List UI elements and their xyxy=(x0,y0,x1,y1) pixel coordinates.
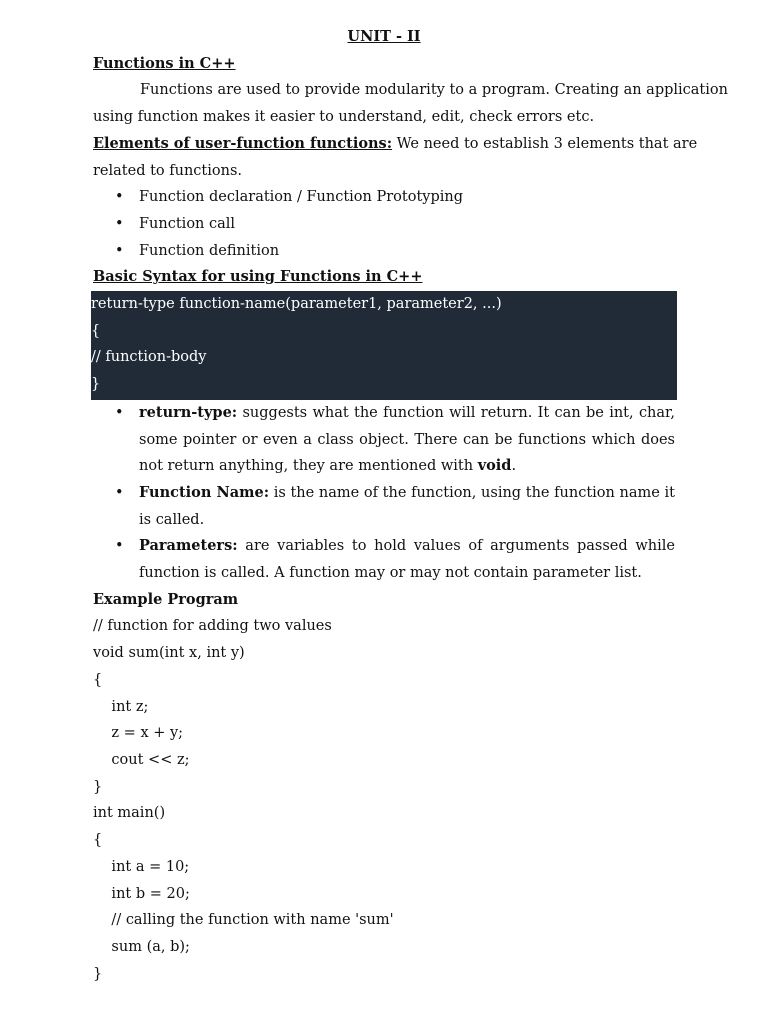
intro-paragraph-line-2: using function makes it easier to understand, edit, check errors etc. xyxy=(93,109,595,126)
list-item-text xyxy=(139,538,675,581)
program-line: } xyxy=(93,965,103,982)
syntax-notes-list xyxy=(93,400,675,587)
elements-paragraph-text: We need to establish 3 elements that are xyxy=(392,135,698,152)
code-line: { xyxy=(91,322,101,339)
list-item xyxy=(93,211,675,238)
program-line: z = x + y; xyxy=(93,725,184,742)
program-line: int z; xyxy=(93,698,149,715)
program-line: int main() xyxy=(93,805,166,822)
program-line: sum (a, b); xyxy=(93,938,190,955)
page-title: UNIT - II xyxy=(347,28,421,45)
list-item xyxy=(93,480,675,533)
section-heading-example: Example Program xyxy=(93,590,239,608)
program-line: int a = 10; xyxy=(93,858,190,875)
bullet-icon: • xyxy=(115,484,124,501)
intro-paragraph-line-1: Functions are used to provide modularity to a program. Creating an application xyxy=(140,82,728,99)
section-heading-functions: Functions in C++ xyxy=(93,54,236,72)
program-line: { xyxy=(93,671,103,688)
program-line: void sum(int x, int y) xyxy=(93,645,245,662)
syntax-code-block xyxy=(91,291,677,400)
code-line: // function-body xyxy=(91,349,207,366)
section-heading-elements: Elements of user-function functions: xyxy=(93,134,393,152)
list-item-text xyxy=(139,485,675,528)
program-line: int b = 20; xyxy=(93,885,190,902)
list-item-text: Function definition xyxy=(139,242,280,259)
list-item-text xyxy=(139,405,675,474)
code-line: return-type function-name(parameter1, parameter2, ...) xyxy=(91,296,502,313)
term-punctuation: . xyxy=(511,458,517,475)
term-label: Parameters: xyxy=(139,537,238,555)
term-description: is the name of the function, using the function name it is called. xyxy=(139,484,675,528)
program-line: cout << z; xyxy=(93,751,190,768)
example-program xyxy=(93,613,675,987)
bullet-icon: • xyxy=(115,538,124,555)
term-description: are variables to hold values of arguments passed while function is called. A function may or may not contain parameter list. xyxy=(139,538,675,582)
term-label: Function Name: xyxy=(139,483,270,501)
list-item xyxy=(93,184,675,211)
list-item xyxy=(93,400,675,480)
bullet-icon: • xyxy=(115,215,124,232)
program-line: } xyxy=(93,778,103,795)
program-line: // calling the function with name 'sum' xyxy=(93,912,394,929)
term-description: suggests what the function will return. It can be int, char, some pointer or even a class object. There can be functions which does not return anything, they are mentioned with xyxy=(139,404,675,475)
bullet-icon: • xyxy=(115,189,124,206)
section-heading-syntax: Basic Syntax for using Functions in C++ xyxy=(93,268,423,286)
elements-paragraph-line-2: related to functions. xyxy=(93,162,243,179)
list-item-text: Function call xyxy=(139,215,236,232)
program-line: { xyxy=(93,832,103,849)
bullet-icon: • xyxy=(115,242,124,259)
term-keyword: void xyxy=(477,457,512,475)
bullet-icon: • xyxy=(115,404,124,421)
code-line: } xyxy=(91,376,101,393)
term-label: return-type: xyxy=(139,403,238,421)
program-line: // function for adding two values xyxy=(93,618,332,635)
list-item xyxy=(93,238,675,265)
elements-list xyxy=(93,184,675,264)
document-page xyxy=(91,24,728,987)
list-item-text: Function declaration / Function Prototyping xyxy=(139,189,464,206)
elements-paragraph-line-1 xyxy=(93,131,698,158)
list-item xyxy=(93,533,675,586)
